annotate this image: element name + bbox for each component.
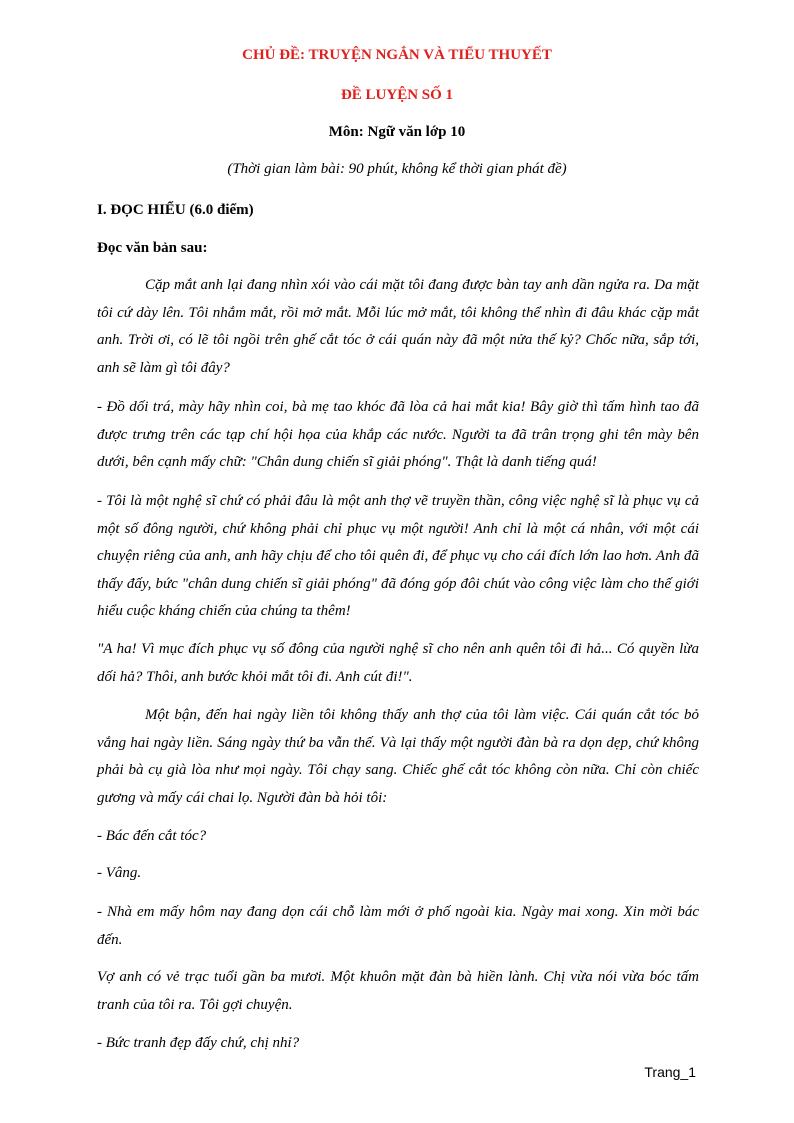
- passage-paragraph-2: - Đồ dối trá, mày hãy nhìn coi, bà mẹ tao khóc đã lòa cả hai mắt kia! Bây giờ thì tấm hình tao đã được trưng trên các tạp chí hội họa của khắp các nước. Người ta đã trân trọng ghi tên mày bên dưới, bên cạnh mấy chữ: "Chân dung chiến sĩ giải phóng". Thật là danh tiếng quá!: [97, 399, 699, 471]
- exam-title: ĐỀ LUYỆN SỐ 1: [340, 87, 454, 103]
- passage-paragraph-7: - Vâng.: [97, 865, 142, 881]
- passage-paragraph-10: - Bức tranh đẹp đấy chứ, chị nhỉ?: [97, 1035, 300, 1051]
- section-heading: I. ĐỌC HIỂU (6.0 điểm): [97, 202, 254, 218]
- time-note: (Thời gian làm bài: 90 phút, không kể thời gian phát đề): [227, 161, 567, 177]
- passage-paragraph-3: - Tôi là một nghệ sĩ chứ có phải đâu là một anh thợ vẽ truyền thần, công việc nghệ sĩ là phục vụ cả một số đông người, chứ không phải chỉ phục vụ một người! Anh chỉ là một cá nhân, với một cái chuyện riêng của anh, anh hãy chịu để cho tôi quên đi, để phục vụ cho cái đích lớn lao hơn. Anh đã thấy đấy, bức "chân dung chiến sĩ giải phóng" đã đóng góp đôi chút vào công việc làm cho thế giới hiểu cuộc kháng chiến của chúng ta thêm!: [97, 493, 699, 620]
- passage-paragraph-5: Một bận, đến hai ngày liền tôi không thấy anh thợ của tôi làm việc. Cái quán cắt tóc bỏ vắng hai ngày liền. Sáng ngày thứ ba vẫn thế. Và lại thấy một người đàn bà ra dọn dẹp, chứ không phải bà cụ già lòa như mọi ngày. Tôi chạy sang. Chiếc ghế cắt tóc không còn nữa. Chỉ còn chiếc gương và mấy cái chai lọ. Người đàn bà hỏi tôi:: [97, 707, 699, 806]
- passage-paragraph-8: - Nhà em mấy hôm nay đang dọn cái chỗ làm mới ở phố ngoài kia. Ngày mai xong. Xin mời bác đến.: [97, 904, 699, 948]
- subject-line: Môn: Ngữ văn lớp 10: [328, 124, 466, 140]
- passage-paragraph-1: Cặp mắt anh lại đang nhìn xói vào cái mặt tôi đang được bàn tay anh dần ngửa ra. Da mặt tôi cứ dày lên. Tôi nhắm mắt, rồi mở mắt. Mỗi lúc mở mắt, tôi không thể nhìn đi đâu khác cặp mắt anh. Trời ơi, có lẽ tôi ngồi trên ghế cắt tóc ở cái quán này đã một nửa thế kỷ? Chốc nữa, sắp tới, anh sẽ làm gì tôi đây?: [97, 277, 699, 376]
- passage-paragraph-4: "A ha! Vì mục đích phục vụ số đông của người nghệ sĩ cho nên anh quên tôi đi hả... Có quyền lừa dối hả? Thôi, anh bước khỏi mắt tôi đi. Anh cút đi!".: [97, 641, 699, 685]
- passage-paragraph-9: Vợ anh có vẻ trạc tuổi gần ba mươi. Một khuôn mặt đàn bà hiền lành. Chị vừa nói vừa bóc tấm tranh của tôi ra. Tôi gợi chuyện.: [97, 969, 699, 1013]
- topic-title: CHỦ ĐỀ: TRUYỆN NGẮN VÀ TIỂU THUYẾT: [242, 47, 552, 63]
- passage-paragraph-6: - Bác đến cắt tóc?: [97, 828, 207, 844]
- page-number: Trang_1: [644, 1064, 696, 1080]
- reading-instruction: Đọc văn bản sau:: [97, 240, 208, 256]
